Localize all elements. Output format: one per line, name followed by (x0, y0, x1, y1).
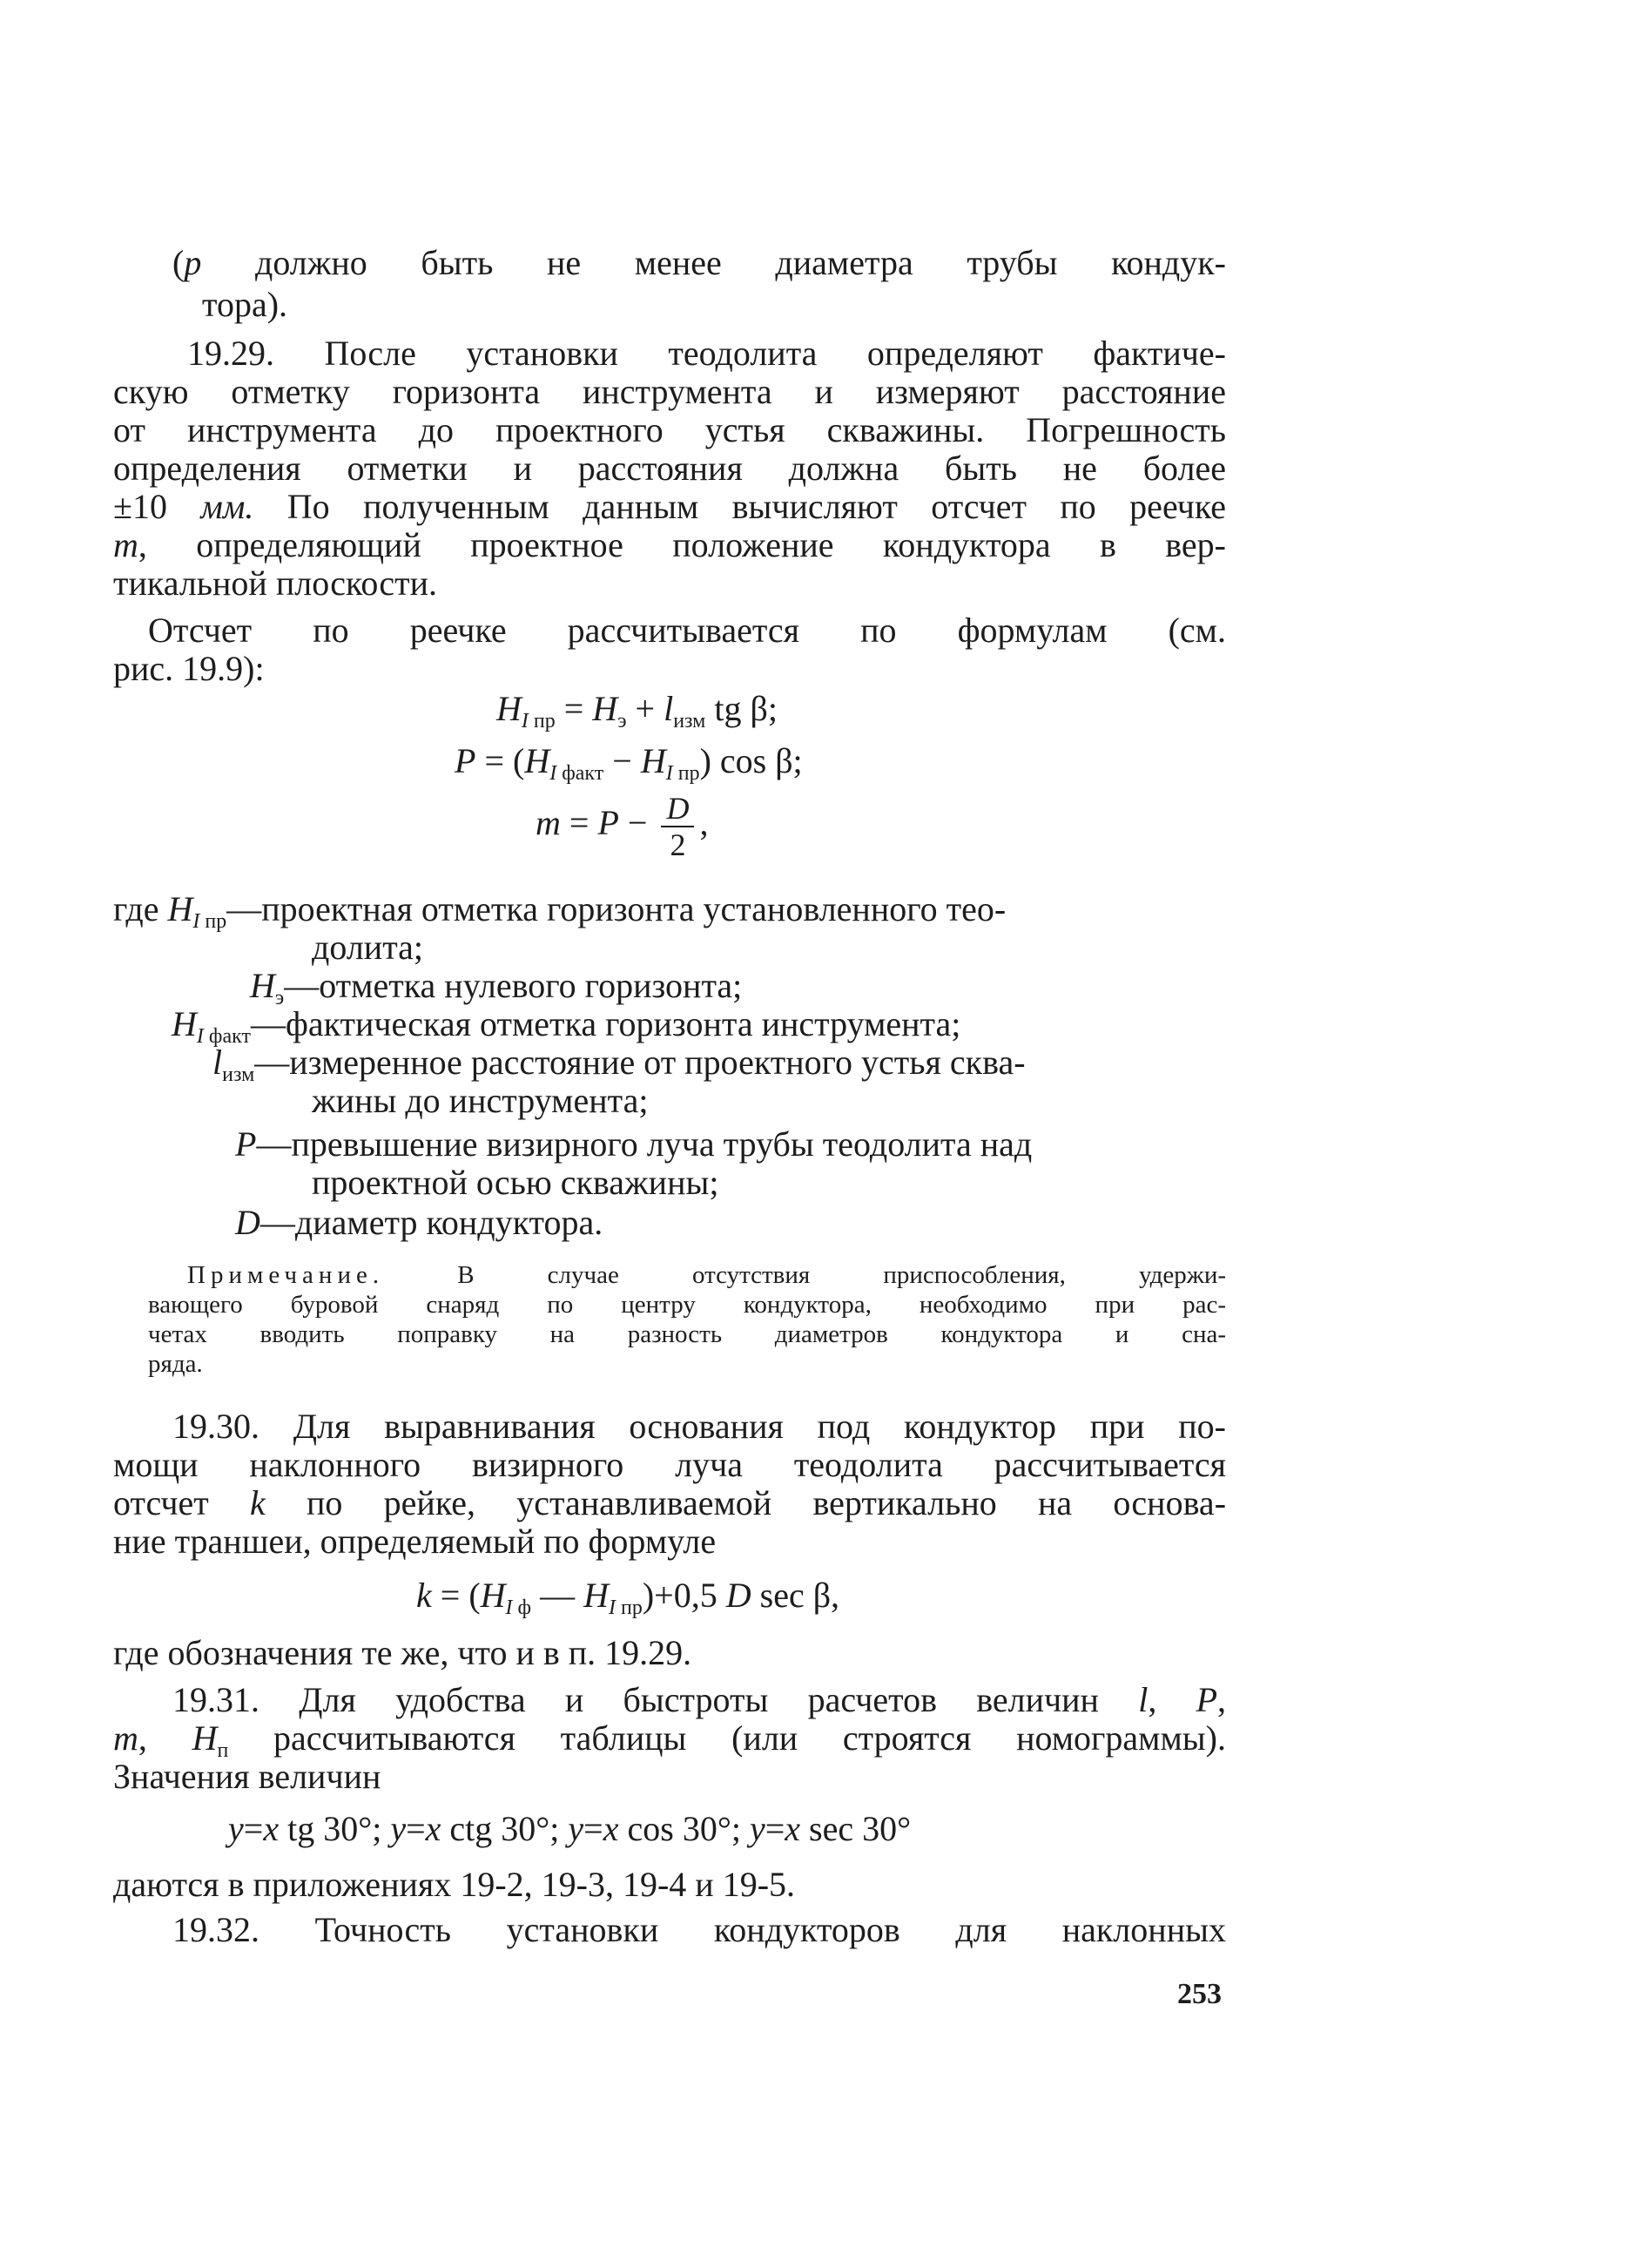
text-line: Отсчет по реечке рассчитывается по формулам (см. (148, 611, 1226, 650)
paragraph-19-30-line: 19.30. Для выравнивания основания под кондуктор при по- (172, 1407, 1226, 1446)
note-label: Примечание. (187, 1261, 385, 1289)
page-number: 253 (1177, 1978, 1222, 2010)
text-line: ±10 мм. По полученным данным вычисляют отсчет по реечке (113, 487, 1227, 526)
note-line: вающего буровой снаряд по центру кондуктора, необходимо при рас- (148, 1291, 1226, 1319)
note-line: четах вводить поправку на разность диаметров кондуктора и сна- (148, 1320, 1226, 1348)
definition-p: P—превышение визирного луча трубы теодолита над (235, 1124, 1033, 1164)
paragraph-19-32-line: 19.32. Точность установки кондукторов для наклонных (172, 1910, 1226, 1949)
formula-p: $P = (H_{I факт} - H_{I пр})$ cos β; (455, 741, 803, 785)
text-line: даются в приложениях 19-2, 19-3, 19-4 и 19-5. (113, 1865, 796, 1904)
text-line: m, $H_п$ рассчитываются таблицы (или строятся номограммы). (113, 1718, 1227, 1762)
formula-k: $k = (H_{I ф}$ — $H_{I пр})+0,5$ D sec β, (416, 1576, 840, 1619)
text-line: жины до инструмента; (312, 1081, 649, 1120)
paragraph-19-31-line: 19.31. Для удобства и быстроты расчетов величин l, P, (172, 1680, 1227, 1719)
text-line: рис. 19.9): (113, 649, 265, 688)
formula-trig: y=x tg 30°; y=x ctg 30°; y=x cos 30°; y=x sec 30° (228, 1809, 912, 1848)
text-line: тора). (202, 285, 288, 324)
text-line: скую отметку горизонта инструмента и измеряют расстояние (113, 372, 1226, 411)
text-line: где обозначения те же, что и в п. 19.29. (113, 1633, 692, 1672)
definition-h-e: $H_э—отметка$ нулевого горизонта; (250, 966, 743, 1009)
text-line: отсчет k по рейке, устанавливаемой вертикально на основа- (113, 1483, 1227, 1522)
text-line: мощи наклонного визирного луча теодолита рассчитывается (113, 1445, 1226, 1484)
text-line: (р должно быть не менее диаметра трубы кондук- (172, 243, 1227, 282)
text-line: долита; (312, 928, 424, 967)
formula-h-proj: $H_{I пр} = H_э + l_{изм}$ tg β; (496, 689, 778, 732)
text-line: m, определяющий проектное положение кондуктора в вер- (113, 525, 1226, 564)
note-line: ряда. (148, 1350, 203, 1378)
text-line: определения отметки и расстояния должна быть не более (113, 449, 1226, 488)
text-line: Значения величин (113, 1757, 381, 1796)
definition-h-fact: $H_{I факт}—фактическая$ отметка горизонта инструмента; (172, 1004, 961, 1048)
text-line: тикальной плоскости. (113, 564, 437, 603)
definition-h-proj: где $H_{I пр}—проектная$ отметка горизонта установленного тео- (113, 889, 1007, 933)
paragraph-19-29-line: 19.29. После установки теодолита определяют фактиче- (187, 334, 1226, 373)
definition-l-izm: $l_{изм}—измеренное$ расстояние от проектного устья сква- (212, 1043, 1026, 1086)
definition-d: D—диаметр кондуктора. (235, 1203, 603, 1242)
formula-m: m = P − $\frac{D}{2}$ , (536, 790, 709, 862)
text-line: проектной осью скважины; (312, 1163, 719, 1202)
text-line: ние траншеи, определяемый по формуле (113, 1522, 717, 1561)
text-line: от инструмента до проектного устья скважины. Погрешность (113, 410, 1226, 449)
note-line: Примечание. В случае отсутствия приспособления, удержи- (187, 1261, 1226, 1289)
